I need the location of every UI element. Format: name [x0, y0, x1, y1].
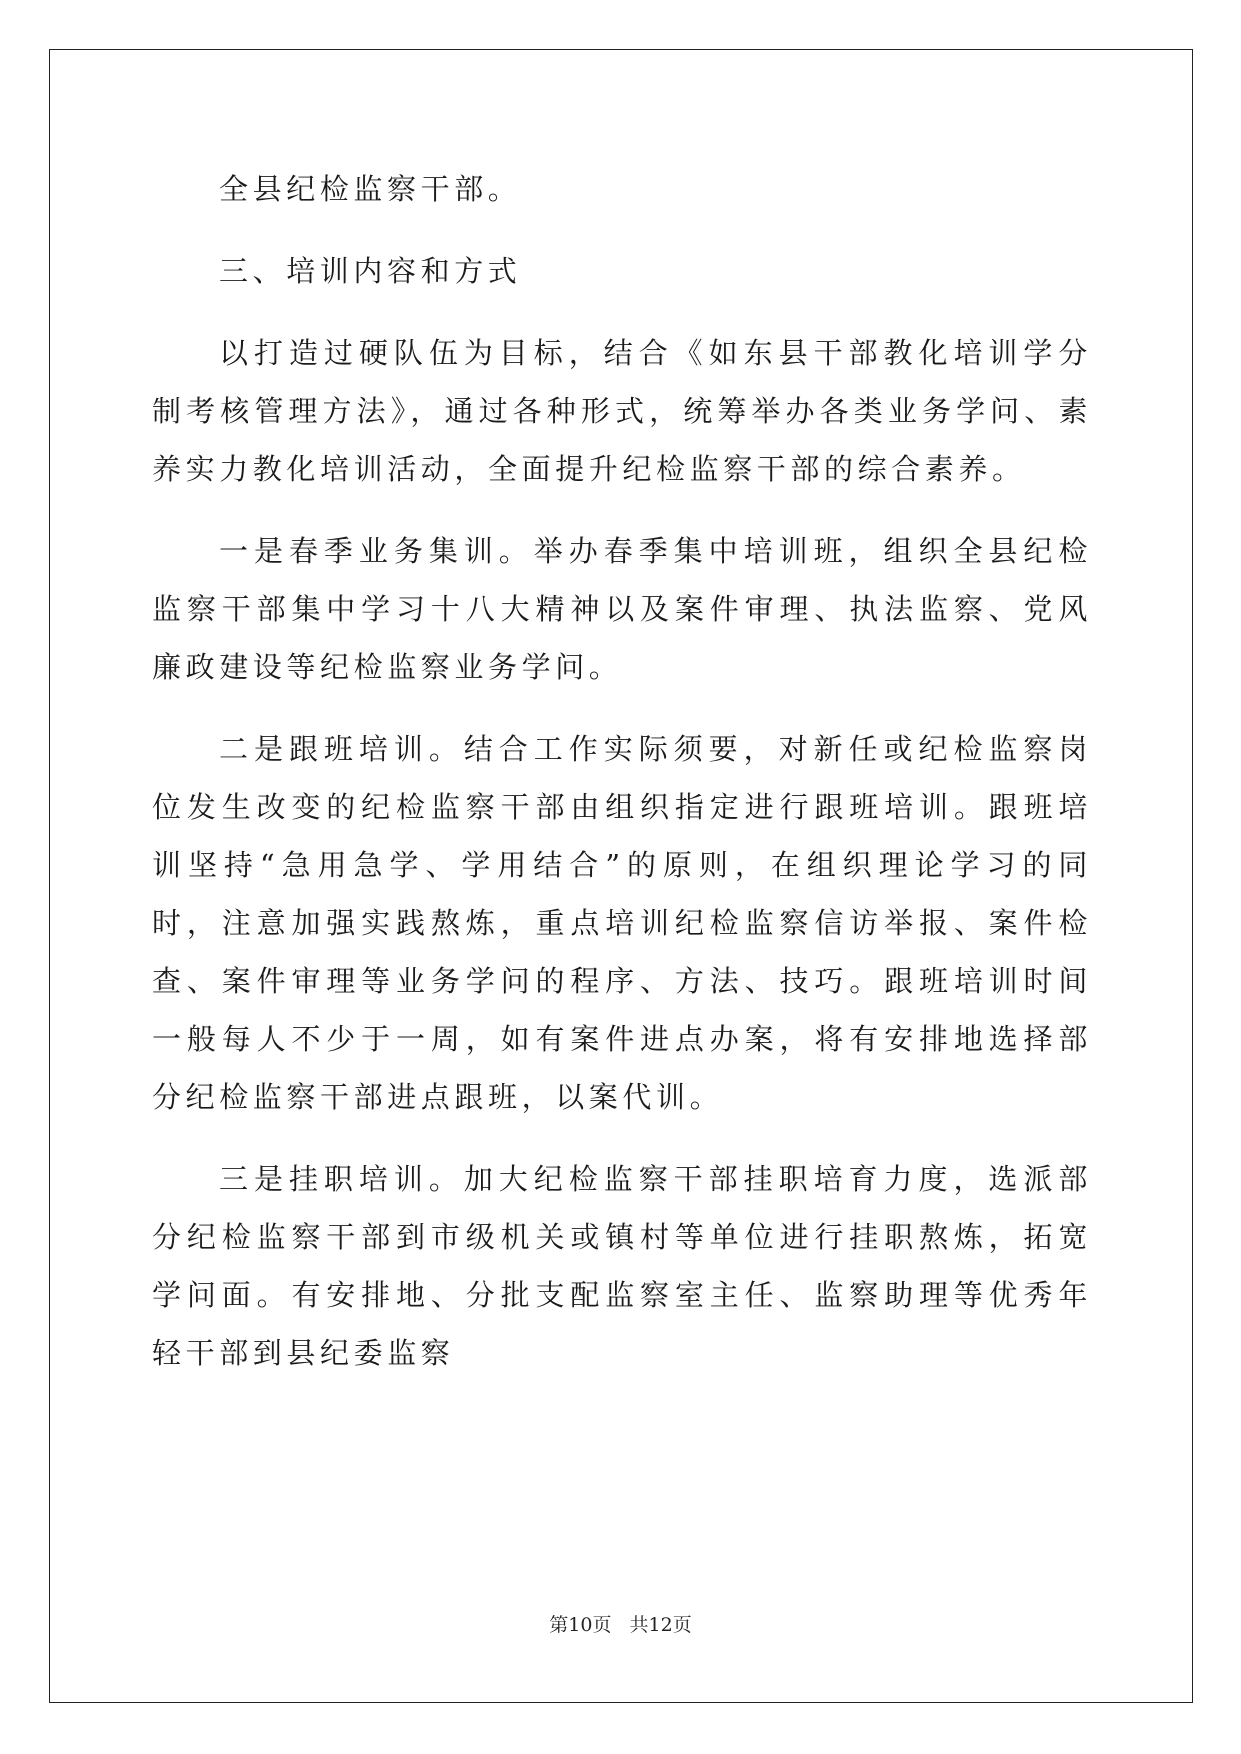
current-page-number: 第10页: [549, 1614, 612, 1636]
paragraph: 二是跟班培训。结合工作实际须要，对新任或纪检监察岗位发生改变的纪检监察干部由组织指定进行跟班培训。跟班培训坚持“急用急学、学用结合”的原则，在组织理论学习的同时，注意加强实践熬炼，重点培训纪检监察信访举报、案件检查、案件审理等业务学问的程序、方法、技巧。跟班培训时间一般每人不少于一周，如有案件进点办案，将有安排地选择部分纪检监察干部进点跟班，以案代训。: [152, 732, 1092, 1114]
page-footer: [0, 1610, 1241, 1637]
paragraph: 以打造过硬队伍为目标，结合《如东县干部教化培训学分制考核管理方法》，通过各种形式，统筹举办各类业务学问、素养实力教化培训活动，全面提升纪检监察干部的综合素养。: [152, 336, 1092, 486]
document-body: [152, 160, 1092, 1406]
paragraph: 全县纪检监察干部。: [219, 172, 522, 206]
total-page-count: 共12页: [629, 1614, 692, 1636]
paragraph: 一是春季业务集训。举办春季集中培训班，组织全县纪检监察干部集中学习十八大精神以及案件审理、执法监察、党风廉政建设等纪检监察业务学问。: [152, 534, 1092, 684]
paragraph: 三是挂职培训。加大纪检监察干部挂职培育力度，选派部分纪检监察干部到市级机关或镇村等单位进行挂职熬炼，拓宽学问面。有安排地、分批支配监察室主任、监察助理等优秀年轻干部到县纪委监察: [152, 1162, 1092, 1370]
section-heading: 三、培训内容和方式: [219, 254, 522, 288]
